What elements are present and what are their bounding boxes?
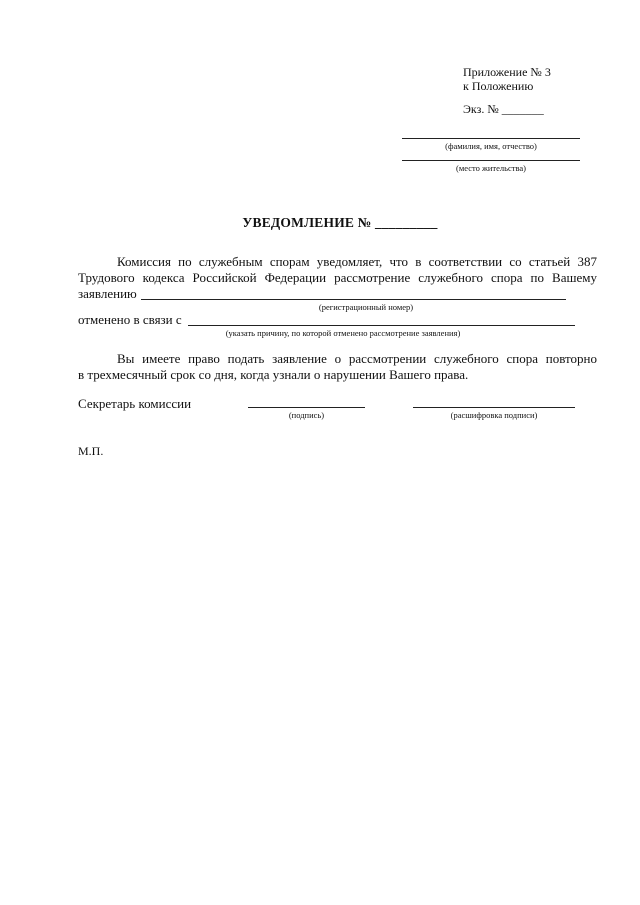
paragraph1-line3: заявлению xyxy=(78,286,137,301)
stamp-place-label: М.П. xyxy=(78,444,104,458)
appendix-label: Приложение № 3 xyxy=(463,65,551,79)
paragraph1-line2: Трудового кодекса Российской Федерации рассмотрение служебного спора по Вашему xyxy=(78,270,597,285)
paragraph1-line1: Комиссия по служебным спорам уведомляет, что в соответствии со статьей 387 xyxy=(117,254,597,269)
copy-number-label: Экз. № _______ xyxy=(463,102,544,116)
paragraph2-line1: Вы имеете право подать заявление о рассмотрении служебного спора повторно xyxy=(117,351,597,366)
signature-caption: (подпись) xyxy=(288,410,325,420)
signature-line[interactable] xyxy=(248,407,365,408)
signature-decode-caption: (расшифровка подписи) xyxy=(450,410,538,420)
recipient-address-caption: (место жительства) xyxy=(456,163,526,173)
regulation-reference: к Положению xyxy=(463,79,534,93)
title-number-blank[interactable]: _________ xyxy=(375,215,438,230)
registration-number-caption: (регистрационный номер) xyxy=(318,302,414,312)
cancellation-reason-caption: (указать причину, по которой отменено рассмотрение заявления) xyxy=(225,328,461,338)
recipient-address-line[interactable] xyxy=(402,160,580,161)
paragraph2-line2: в трехмесячный срок со дня, когда узнали о нарушении Вашего права. xyxy=(78,367,469,382)
cancelled-due-label: отменено в связи с xyxy=(78,312,182,327)
page-title xyxy=(0,215,640,231)
recipient-name-line[interactable] xyxy=(402,138,580,139)
registration-number-line[interactable] xyxy=(141,299,566,300)
secretary-label: Секретарь комиссии xyxy=(78,396,192,411)
recipient-name-caption: (фамилия, имя, отчество) xyxy=(445,141,537,151)
signature-decode-line[interactable] xyxy=(413,407,575,408)
cancellation-reason-line[interactable] xyxy=(188,325,575,326)
title-label: УВЕДОМЛЕНИЕ № xyxy=(242,215,372,230)
